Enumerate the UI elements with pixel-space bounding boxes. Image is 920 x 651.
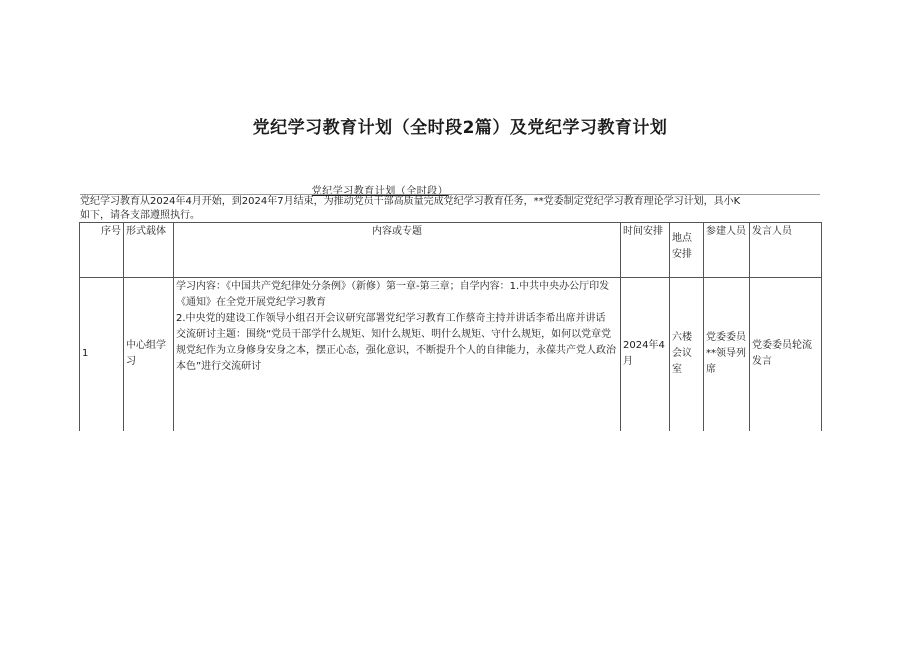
header-place: 地点安排 [670, 223, 704, 278]
row-time: 2024年4月 [621, 278, 670, 431]
content-line: 交流研讨主题：围绕“党员干部学什么规矩、知什么规矩、明什么规矩、守什么规矩，如何以党章党规党纪作为立身修身安身之本，摆正心态，强化意识，不断提升个人的自律能力，永葆共产党人政治本色”进行交流研讨 [176, 329, 616, 372]
plan-subtitle: 党纪学习教育计划（全时段） [311, 186, 449, 197]
header-time: 时间安排 [621, 223, 670, 278]
row-participants: 党委委员**领导列席 [704, 278, 750, 431]
intro-paragraph: 党纪学习教育从2024年4月开始，到2024年7月结束，为推动党员干部高质量完成党纪学习教育任务，**党委制定党纪学习教育理论学习计划，具小K如下，请各支部遵照执行。 [80, 196, 741, 221]
content-line: 学习内容：《中国共产党纪律处分条例》（新修）第一章-第三章；自学内容：1.中共中央办公厅印发《通知》在全党开展党纪学习教育 [176, 281, 610, 308]
header-speaker: 发言人员 [750, 223, 822, 278]
row-form: 中心组学习 [124, 278, 174, 431]
table-row [80, 278, 822, 431]
table-header-row [80, 223, 822, 278]
row-content [174, 278, 621, 431]
header-index: 序号 [80, 223, 124, 278]
header-content: 内容或专题 [174, 223, 621, 278]
row-index: 1 [80, 278, 124, 431]
content-line: 2.中央党的建设工作领导小组召开会议研究部署党纪学习教育工作蔡奇主持并讲话李希出席并讲话 [176, 313, 606, 324]
plan-table [79, 222, 822, 431]
row-speaker: 党委委员轮流发言 [750, 278, 822, 431]
document-title: 党纪学习教育计划（全时段2篇）及党纪学习教育计划 [252, 118, 668, 138]
header-form: 形式载体 [124, 223, 174, 278]
header-participants: 参建人员 [704, 223, 750, 278]
row-place: 六楼会议室 [670, 278, 704, 431]
